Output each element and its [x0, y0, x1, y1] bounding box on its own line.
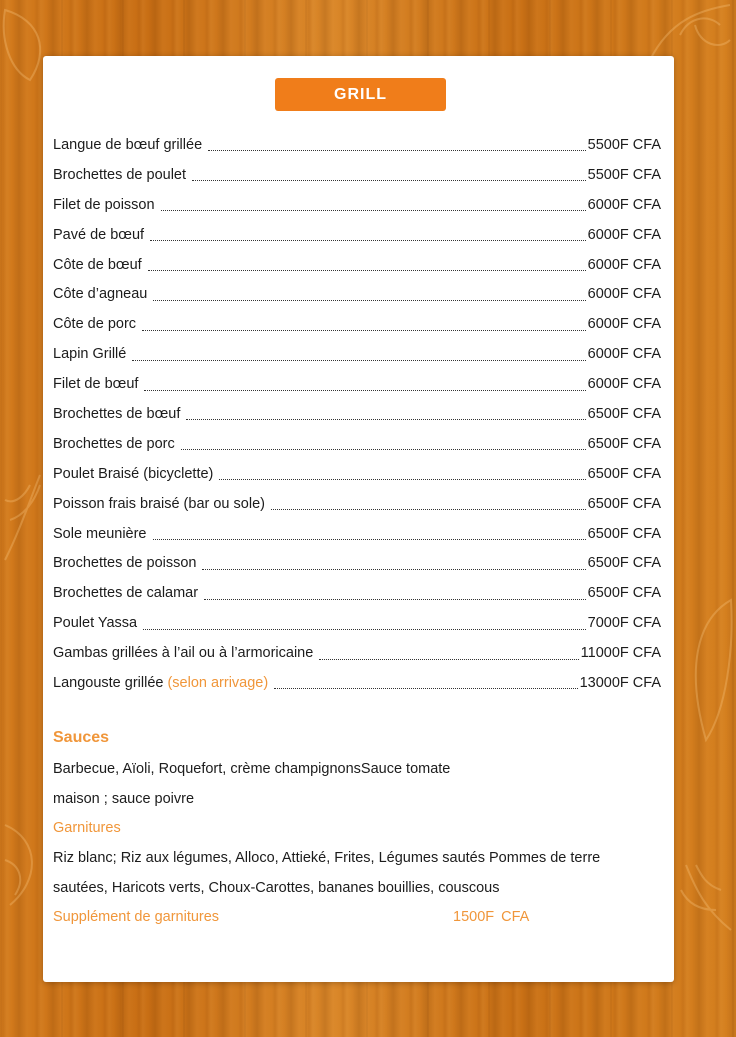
menu-item-row — [53, 190, 661, 220]
menu-item-row — [53, 130, 661, 160]
garnitures-line: sautées, Haricots verts, Choux-Carottes, bananes bouillies, couscous — [53, 880, 500, 896]
menu-item-row — [53, 309, 661, 339]
menu-card — [43, 56, 674, 982]
sauces-title: Sauces — [53, 729, 110, 746]
dot-leader — [181, 439, 586, 450]
sauces-line: maison ; sauce poivre — [53, 791, 195, 807]
menu-item-name: Poulet Braisé (bicyclette) — [53, 465, 214, 482]
dot-leader — [150, 230, 586, 241]
dot-leader — [186, 409, 585, 420]
dot-leader — [142, 320, 586, 331]
menu-item-price: 5500F CFA — [587, 136, 661, 153]
menu-item-row — [53, 429, 661, 459]
sauces-text — [53, 754, 653, 814]
menu-item-price: 6500F CFA — [587, 585, 661, 602]
garnitures-line: Riz blanc; Riz aux légumes, Alloco, Attieké, Frites, Légumes sautés Pommes de terre — [53, 850, 601, 866]
dot-leader — [204, 589, 586, 600]
dot-leader — [132, 350, 585, 361]
menu-item-name: Poisson frais braisé (bar ou sole) — [53, 495, 265, 512]
menu-item-row — [53, 220, 661, 250]
menu-item-row — [53, 519, 661, 549]
menu-item-row — [53, 459, 661, 489]
menu-item-price: 6000F CFA — [587, 286, 661, 303]
garnitures-title: Garnitures — [53, 820, 121, 836]
herb-leaf-icon — [0, 470, 45, 570]
supplement-price: 1500F CFA — [453, 909, 530, 925]
dot-leader — [153, 529, 586, 540]
dot-leader — [143, 619, 586, 630]
menu-item-row — [53, 399, 661, 429]
menu-item-row — [53, 638, 661, 668]
menu-item-price: 6000F CFA — [587, 256, 661, 273]
menu-item-note: (selon arrivage) — [167, 674, 269, 691]
dot-leader — [319, 649, 578, 660]
menu-item-row — [53, 578, 661, 608]
menu-item-name: Filet de poisson — [53, 196, 155, 213]
menu-item-name: Filet de bœuf — [53, 376, 139, 393]
menu-item-name: Brochettes de calamar — [53, 585, 199, 602]
dot-leader — [148, 260, 586, 271]
garnitures-text — [53, 843, 653, 903]
dot-leader — [208, 140, 586, 151]
pepper-icon — [676, 590, 736, 750]
menu-item-price: 6500F CFA — [587, 435, 661, 452]
supplement-label: Supplément de garnitures — [53, 909, 220, 925]
dot-leader — [219, 469, 585, 480]
menu-item-price: 6000F CFA — [587, 316, 661, 333]
menu-item-name: Brochettes de poulet — [53, 166, 187, 183]
menu-item-price: 6500F CFA — [587, 405, 661, 422]
section-title-badge: GRILL — [275, 78, 446, 111]
menu-item-name: Langue de bœuf grillée — [53, 136, 203, 153]
menu-item-row — [53, 548, 661, 578]
menu-item-price: 6000F CFA — [587, 376, 661, 393]
menu-item-price: 5500F CFA — [587, 166, 661, 183]
dot-leader — [271, 499, 586, 510]
menu-item-row — [53, 608, 661, 638]
menu-item-row — [53, 160, 661, 190]
menu-item-name: Côte de bœuf — [53, 256, 142, 273]
herb-leaf-icon — [676, 860, 736, 940]
menu-item-price: 6500F CFA — [587, 555, 661, 572]
menu-item-row — [53, 279, 661, 309]
menu-item-price: 6000F CFA — [587, 226, 661, 243]
sauces-line: Barbecue, Aïoli, Roquefort, crème champignonsSauce tomate — [53, 761, 451, 777]
dot-leader — [153, 290, 585, 301]
menu-item-name: Langouste grillée — [53, 674, 164, 691]
menu-item-price: 7000F CFA — [587, 615, 661, 632]
garlic-icon — [0, 820, 45, 910]
dot-leader — [202, 559, 585, 570]
menu-item-price: 11000F CFA — [580, 645, 661, 662]
menu-item-name: Brochettes de porc — [53, 435, 175, 452]
menu-item-list — [53, 130, 661, 698]
menu-item-price: 6500F CFA — [587, 495, 661, 512]
menu-item-price: 13000F CFA — [579, 674, 661, 691]
menu-item-name: Brochettes de poisson — [53, 555, 197, 572]
menu-item-name: Poulet Yassa — [53, 615, 138, 632]
menu-item-row — [53, 250, 661, 280]
dot-leader — [161, 200, 586, 211]
menu-item-name: Pavé de bœuf — [53, 226, 145, 243]
menu-item-row — [53, 668, 661, 698]
menu-item-row — [53, 369, 661, 399]
menu-item-row — [53, 489, 661, 519]
menu-item-price: 6000F CFA — [587, 196, 661, 213]
menu-item-name: Lapin Grillé — [53, 346, 127, 363]
menu-item-name: Côte d’agneau — [53, 286, 148, 303]
menu-item-name: Sole meunière — [53, 525, 147, 542]
menu-item-price: 6500F CFA — [587, 465, 661, 482]
menu-item-name: Côte de porc — [53, 316, 137, 333]
menu-item-price: 6000F CFA — [587, 346, 661, 363]
menu-item-name: Gambas grillées à l’ail ou à l’armoricaine — [53, 645, 314, 662]
menu-item-name: Brochettes de bœuf — [53, 405, 181, 422]
menu-item-price: 6500F CFA — [587, 525, 661, 542]
dot-leader — [144, 380, 585, 391]
dot-leader — [192, 170, 586, 181]
dot-leader — [274, 678, 577, 689]
menu-item-row — [53, 339, 661, 369]
